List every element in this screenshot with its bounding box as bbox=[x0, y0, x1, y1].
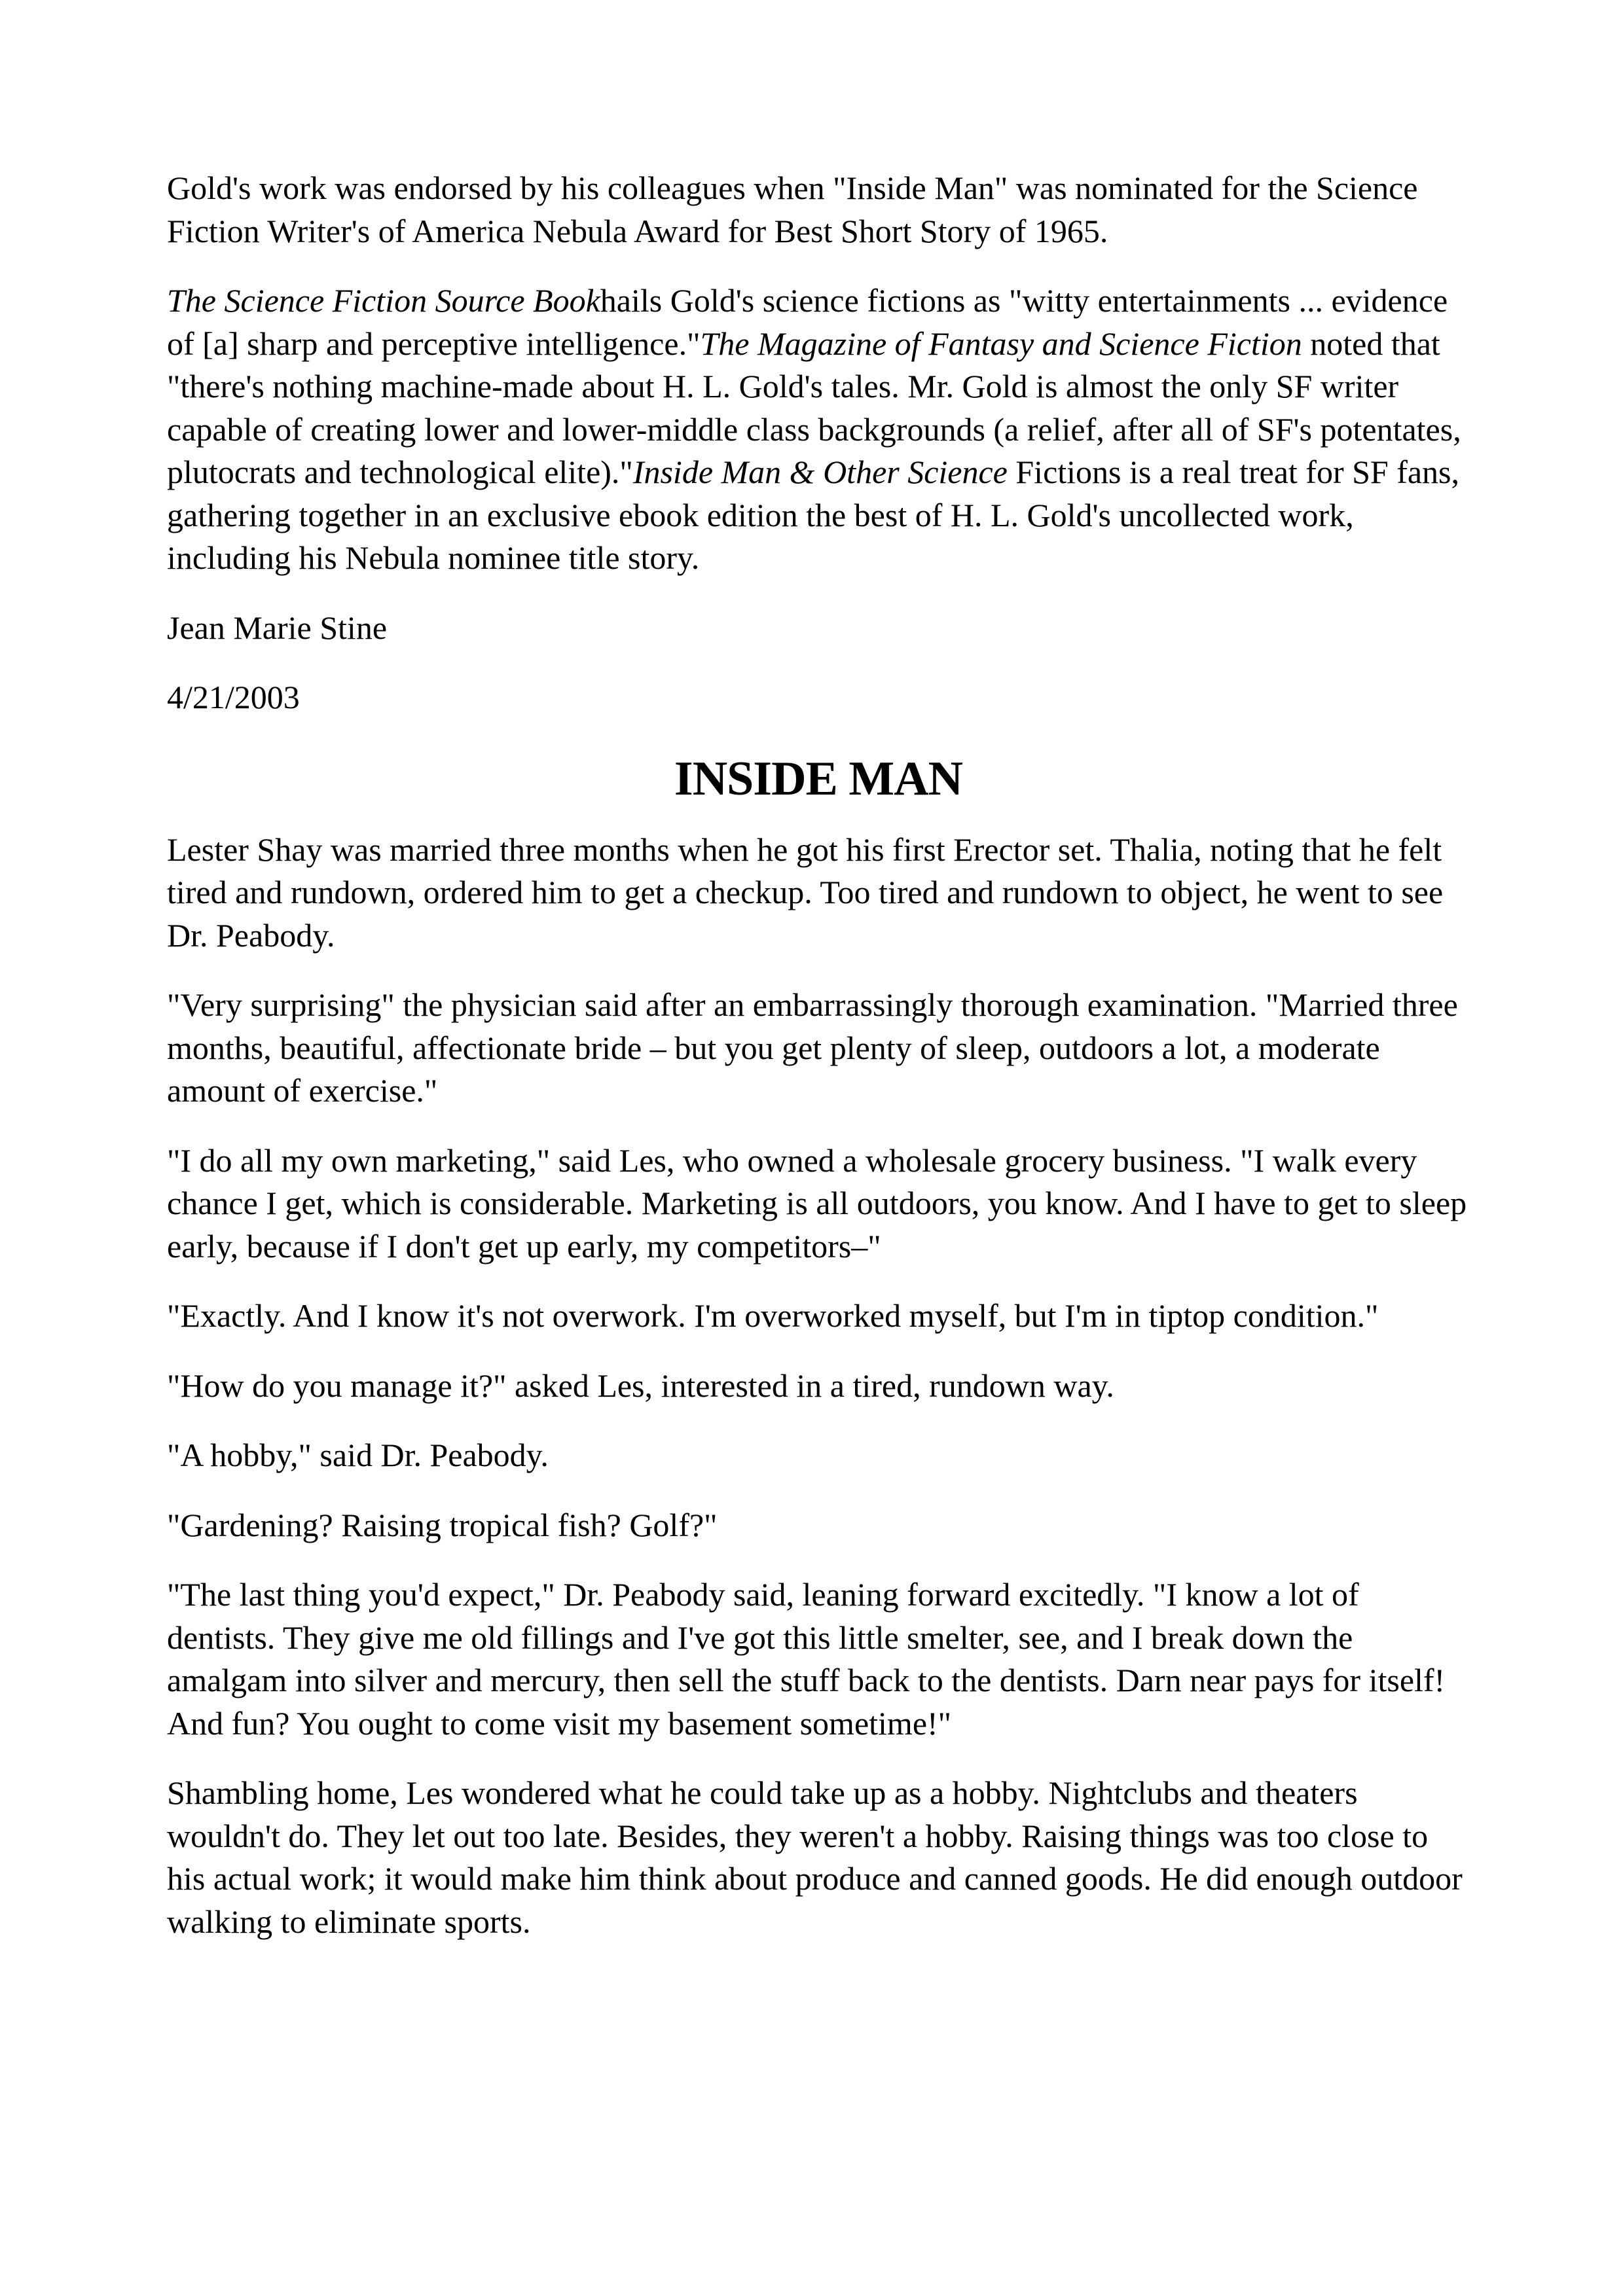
book-title-source-book: The Science Fiction Source Book bbox=[167, 282, 600, 319]
review-text-3: Fictions is a real treat for SF fans, gathering together in an exclusive ebook edition the best of H. L. Gold's uncollected work, including his Nebula nominee title story. bbox=[167, 454, 1460, 576]
story-paragraph: "Gardening? Raising tropical fish? Golf?" bbox=[167, 1506, 718, 1543]
story-paragraph: "I do all my own marketing," said Les, who owned a wholesale grocery business. "I walk every chance I get, which is considerable. Marketing is all outdoors, you know. And I have to get to sleep early, because if I don't get up early, my competitors–" bbox=[167, 1141, 1467, 1265]
book-title-inside-man: Inside Man & Other Science bbox=[632, 454, 1008, 490]
intro-author: Jean Marie Stine bbox=[167, 609, 388, 646]
intro-paragraph-reviews bbox=[167, 279, 1470, 580]
intro-date: 4/21/2003 bbox=[167, 679, 300, 715]
review-text-1: hails Gold's science fictions as "witty entertainments ... evidence of [a] sharp and perceptive intelligence." bbox=[167, 282, 1448, 362]
story-paragraph: Lester Shay was married three months when he got his first Erector set. Thalia, noting that he felt tired and rundown, ordered him to get a checkup. Too tired and rundown to object, he went to see Dr. Peabody. bbox=[167, 831, 1444, 954]
story-paragraph: "How do you manage it?" asked Les, interested in a tired, rundown way. bbox=[167, 1367, 1114, 1404]
document-page bbox=[167, 167, 1470, 1970]
story-paragraph: Shambling home, Les wondered what he could take up as a hobby. Nightclubs and theaters wouldn't do. They let out too late. Besides, they weren't a hobby. Raising things was too close to his actual work; it would make him think about produce and canned goods. He did enough outdoor walking to eliminate sports. bbox=[167, 1774, 1463, 1940]
review-text-2: noted that "there's nothing machine-made about H. L. Gold's tales. Mr. Gold is almost the only SF writer capable of creating lower and lower-middle class backgrounds (a relief, after all of SF's potentates, plutocrats and technological elite)." bbox=[167, 325, 1461, 490]
story-paragraph: "The last thing you'd expect," Dr. Peabody said, leaning forward excitedly. "I know a lot of dentists. They give me old fillings and I've got this little smelter, see, and I break down the amalgam into silver and mercury, then sell the stuff back to the dentists. Darn near pays for itself! And fun? You ought to come visit my basement sometime!" bbox=[167, 1576, 1446, 1742]
intro-paragraph-nebula: Gold's work was endorsed by his colleagues when "Inside Man" was nominated for the Science Fiction Writer's of America Nebula Award for Best Short Story of 1965. bbox=[167, 170, 1418, 249]
story-paragraph: "A hobby," said Dr. Peabody. bbox=[167, 1437, 549, 1473]
story-paragraph: "Very surprising" the physician said after an embarrassingly thorough examination. "Married three months, beautiful, affectionate bride – but you get plenty of sleep, outdoors a lot, a moderate amount of exercise." bbox=[167, 986, 1458, 1109]
story-paragraph: "Exactly. And I know it's not overwork. I'm overworked myself, but I'm in tiptop condition." bbox=[167, 1297, 1379, 1334]
story-title: INSIDE MAN bbox=[674, 751, 963, 806]
magazine-title: The Magazine of Fantasy and Science Fiction bbox=[700, 325, 1302, 362]
